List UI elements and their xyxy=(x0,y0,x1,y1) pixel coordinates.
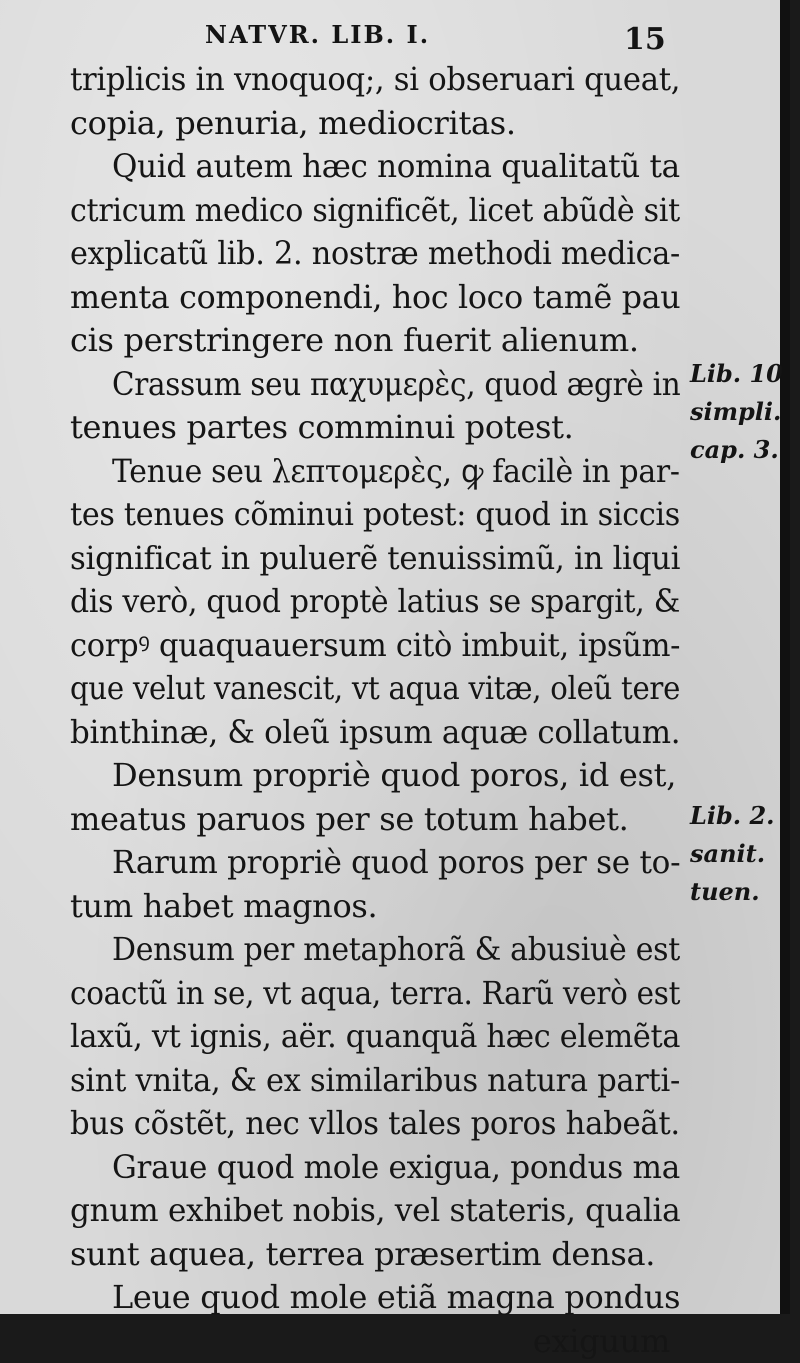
page-number: 15 xyxy=(624,22,666,57)
text-line: gnum exhibet nobis, vel stateris, qualia xyxy=(70,1189,680,1233)
text-line: menta componendi, hoc loco tamẽ pau xyxy=(70,276,680,320)
text-line: tes tenues cõminui potest: quod in siccis xyxy=(70,493,680,537)
text-line: cis perstringere non fuerit alienum. xyxy=(70,319,680,363)
text-line: Rarum propriè quod poros per se to- xyxy=(70,841,680,885)
margin-note-line: Lib. 2. xyxy=(690,797,775,835)
text-line: copia, penuria, mediocritas. xyxy=(70,102,680,146)
text-line: Densum per metaphorã & abusiuè est xyxy=(70,928,680,972)
text-line: triplicis in vnoquoq;, si obseruari queat, xyxy=(70,58,680,102)
text-line: Leue quod mole etiã magna pondus xyxy=(70,1276,680,1320)
margin-note-line: tuen. xyxy=(690,873,775,911)
text-line: coactũ in se, vt aqua, terra. Rarũ verò est xyxy=(70,972,680,1016)
text-line: dis verò, quod proptè latius se spargit, & xyxy=(70,580,680,624)
text-line: Densum propriè quod poros, id est, xyxy=(70,754,680,798)
text-line: tum habet magnos. xyxy=(70,885,680,929)
text-line: binthinæ, & oleũ ipsum aquæ collatum. xyxy=(70,711,680,755)
text-line: meatus paruos per se totum habet. xyxy=(70,798,680,842)
page-edge-shadow xyxy=(780,0,790,1314)
text-line: sunt aquea, terrea præsertim densa. xyxy=(70,1233,680,1277)
text-line: Crassum seu παχυμερὲς, quod ægrè in xyxy=(70,363,680,407)
body-text xyxy=(70,58,680,1363)
margin-note-1 xyxy=(690,355,783,469)
text-line: explicatũ lib. 2. nostræ methodi medica- xyxy=(70,232,680,276)
margin-note-2 xyxy=(690,797,775,911)
text-line: laxũ, vt ignis, aër. quanquã hæc elemẽta xyxy=(70,1015,680,1059)
text-line: bus cõstẽt, nec vllos tales poros habeãt. xyxy=(70,1102,680,1146)
text-line: exiguum xyxy=(70,1320,680,1363)
text-line: significat in puluerẽ tenuissimũ, in liqui xyxy=(70,537,680,581)
margin-note-line: Lib. 10 xyxy=(690,355,783,393)
margin-note-line: cap. 3. xyxy=(690,431,783,469)
text-line: ctricum medico significẽt, licet abũdè sit xyxy=(70,189,680,233)
text-line: tenues partes comminui potest. xyxy=(70,406,680,450)
text-line: corpꝰ quaquauersum citò imbuit, ipsũm- xyxy=(70,624,680,668)
text-line: Graue quod mole exigua, pondus ma xyxy=(70,1146,680,1190)
text-line: Quid autem hæc nomina qualitatũ ta xyxy=(70,145,680,189)
text-line: sint vnita, & ex similaribus natura parti- xyxy=(70,1059,680,1103)
running-head: NATVR. LIB. I. xyxy=(205,20,430,49)
text-line: Tenue seu λεπτομερὲς, ꝙ facilè in par- xyxy=(70,450,680,494)
margin-note-line: simpli. xyxy=(690,393,783,431)
text-line: que velut vanescit, vt aqua vitæ, oleũ tere xyxy=(70,667,680,711)
margin-note-line: sanit. xyxy=(690,835,775,873)
